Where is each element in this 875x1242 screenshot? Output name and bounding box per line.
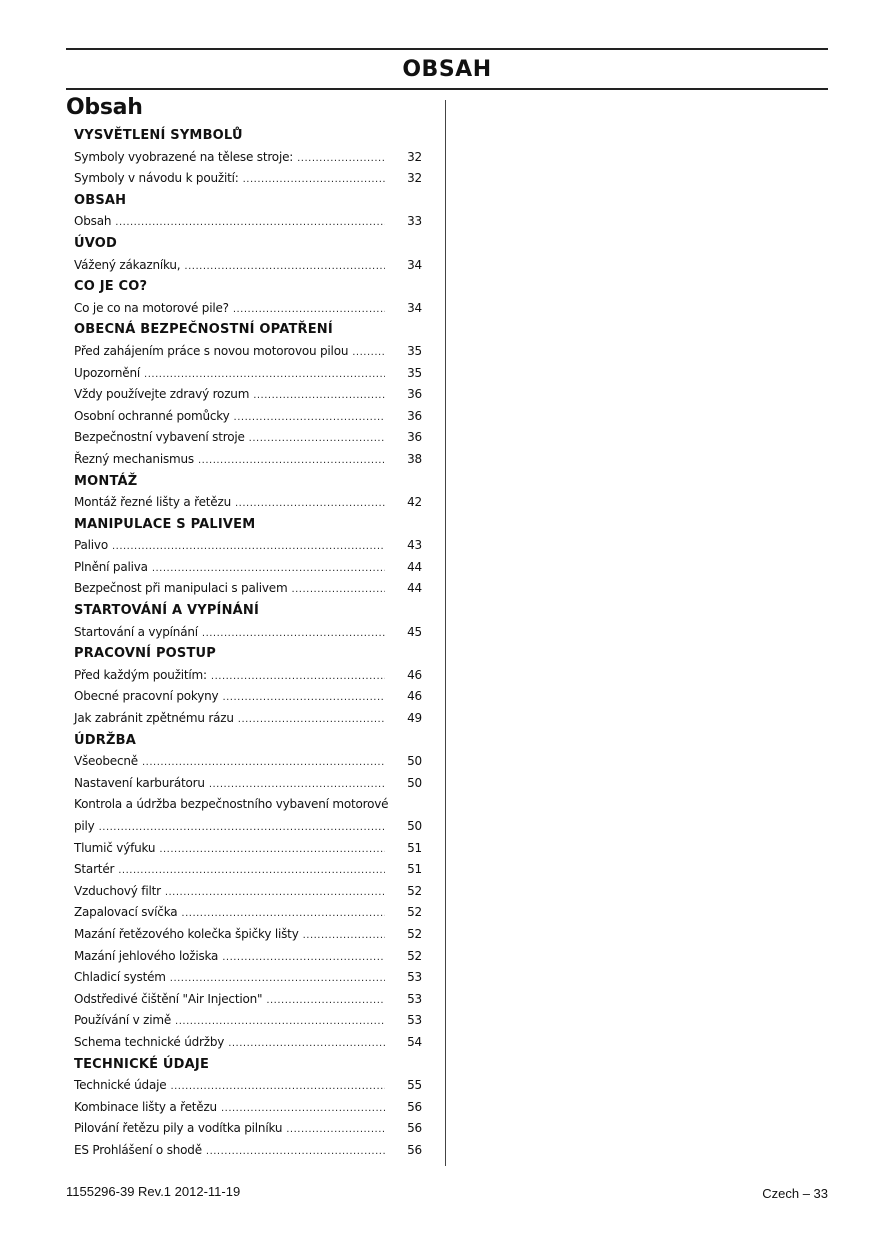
toc-entry-text: Palivo — [74, 538, 108, 553]
dot-leader — [209, 774, 385, 796]
dot-leader — [222, 947, 385, 969]
toc-entry-page: 32 — [407, 149, 422, 164]
toc-entry[interactable] — [74, 881, 422, 903]
table-of-contents — [74, 125, 422, 1162]
toc-entry-page: 46 — [407, 689, 422, 704]
toc-entry[interactable] — [74, 449, 422, 471]
toc-entry-page: 56 — [407, 1121, 422, 1136]
toc-entry-page: 52 — [407, 905, 422, 920]
toc-entry-page: 49 — [407, 711, 422, 726]
toc-heading: Obsah — [66, 95, 143, 120]
toc-entry[interactable] — [74, 708, 422, 730]
dot-leader — [159, 839, 385, 861]
toc-entry-text: Bezpečnostní vybavení stroje — [74, 430, 245, 445]
dot-leader — [202, 623, 385, 645]
toc-entry-page: 35 — [407, 343, 422, 358]
toc-entry-text: Obecné pracovní pokyny — [74, 689, 219, 704]
dot-leader — [165, 882, 385, 904]
dot-leader — [286, 1119, 385, 1141]
column-divider — [445, 100, 446, 1166]
toc-entry[interactable] — [74, 967, 422, 989]
toc-entry[interactable] — [74, 406, 422, 428]
toc-entry-page: 34 — [407, 257, 422, 272]
toc-section-title: VYSVĚTLENÍ SYMBOLŮ — [74, 128, 243, 143]
document-id: 1155296-39 Rev.1 2012-11-19 — [66, 1184, 241, 1199]
dot-leader — [303, 925, 385, 947]
toc-entry[interactable] — [74, 298, 422, 320]
header-top-rule — [66, 48, 828, 50]
toc-entry-text: Upozornění — [74, 365, 141, 380]
toc-entry[interactable] — [74, 773, 422, 795]
toc-entry-text: Obsah — [74, 214, 112, 229]
toc-entry[interactable] — [74, 751, 422, 773]
dot-leader — [152, 558, 385, 580]
toc-entry[interactable] — [74, 363, 422, 385]
toc-entry-page: 44 — [407, 581, 422, 596]
toc-entry[interactable] — [74, 794, 422, 837]
toc-entry[interactable] — [74, 1140, 422, 1162]
toc-entry[interactable] — [74, 1118, 422, 1140]
toc-section-title: MANIPULACE S PALIVEM — [74, 516, 256, 532]
toc-section-title: ÚVOD — [74, 235, 118, 251]
toc-entry-page: 52 — [407, 883, 422, 898]
dot-leader — [235, 493, 385, 515]
toc-entry-page: 50 — [407, 754, 422, 769]
toc-entry[interactable] — [74, 1032, 422, 1054]
page-header-title: OBSAH — [402, 57, 492, 82]
toc-entry[interactable] — [74, 665, 422, 687]
dot-leader — [118, 860, 385, 882]
toc-entry-text: Montáž řezné lišty a řetězu — [74, 495, 231, 510]
dot-leader — [249, 428, 385, 450]
toc-entry-text: Plnění paliva — [74, 559, 148, 574]
toc-section-title: PRACOVNÍ POSTUP — [74, 646, 217, 662]
toc-entry-page: 42 — [407, 495, 422, 510]
dot-leader — [253, 385, 385, 407]
toc-entry[interactable] — [74, 1010, 422, 1032]
toc-entry-page: 56 — [407, 1099, 422, 1114]
toc-entry[interactable] — [74, 211, 422, 233]
toc-entry[interactable] — [74, 838, 422, 860]
dot-leader — [233, 299, 385, 321]
toc-entry-text: Řezný mechanismus — [74, 451, 194, 466]
dot-leader — [170, 968, 385, 990]
dot-leader — [170, 1076, 385, 1098]
toc-entry[interactable] — [74, 427, 422, 449]
toc-entry-text: Mazání jehlového ložiska — [74, 948, 219, 963]
toc-entry-page: 43 — [407, 538, 422, 553]
toc-entry-page: 50 — [407, 819, 422, 833]
toc-entry-text: Vážený zákazníku, — [74, 257, 181, 272]
toc-entry-text: Před každým použitím: — [74, 667, 207, 682]
toc-entry[interactable] — [74, 859, 422, 881]
dot-leader — [112, 536, 385, 558]
toc-section-title: ÚDRŽBA — [74, 732, 136, 748]
dot-leader — [198, 450, 385, 472]
toc-entry-text: Odstředivé čištění "Air Injection" — [74, 991, 263, 1006]
toc-entry-page: 56 — [407, 1142, 422, 1157]
toc-entry-text: Osobní ochranné pomůcky — [74, 408, 230, 423]
toc-entry-page: 45 — [407, 624, 422, 639]
toc-entry-text: Vždy používejte zdravý rozum — [74, 387, 250, 402]
toc-entry-page: 46 — [407, 667, 422, 682]
toc-entry-text-continued: pily — [74, 819, 95, 833]
toc-entry-text: Jak zabránit zpětnému rázu — [74, 711, 234, 726]
toc-entry[interactable] — [74, 168, 422, 190]
toc-entry-text: ES Prohlášení o shodě — [74, 1142, 202, 1157]
dot-leader — [206, 1141, 385, 1163]
toc-entry-page: 50 — [407, 775, 422, 790]
toc-entry-text: Schema technické údržby — [74, 1034, 225, 1049]
toc-entry-text: Startér — [74, 862, 115, 877]
toc-entry-page: 51 — [407, 862, 422, 877]
toc-entry-page: 55 — [407, 1078, 422, 1093]
page-number-label: Czech – 33 — [762, 1186, 828, 1201]
toc-entry[interactable] — [74, 924, 422, 946]
dot-leader — [144, 364, 385, 386]
toc-entry-page: 36 — [407, 430, 422, 445]
toc-entry[interactable] — [74, 622, 422, 644]
toc-entry[interactable] — [74, 686, 422, 708]
toc-entry-page: 54 — [407, 1034, 422, 1049]
toc-entry-page: 53 — [407, 970, 422, 985]
toc-entry-text: Technické údaje — [74, 1078, 167, 1093]
dot-leader — [211, 666, 385, 688]
toc-entry[interactable] — [74, 557, 422, 579]
toc-entry-text: Startování a vypínání — [74, 624, 198, 639]
toc-entry-page: 33 — [407, 214, 422, 229]
toc-entry[interactable] — [74, 946, 422, 968]
toc-entry-page: 32 — [407, 171, 422, 186]
toc-entry[interactable] — [74, 384, 422, 406]
dot-leader — [115, 212, 385, 234]
toc-entry-text: Používání v zimě — [74, 1013, 172, 1028]
toc-entry-text: Mazání řetězového kolečka špičky lišty — [74, 926, 299, 941]
dot-leader — [222, 687, 385, 709]
toc-entry[interactable] — [74, 902, 422, 924]
toc-entry-page: 52 — [407, 948, 422, 963]
toc-entry-page: 36 — [407, 408, 422, 423]
toc-entry[interactable] — [74, 989, 422, 1011]
toc-entry-text: Pilování řetězu pily a vodítka pilníku — [74, 1121, 283, 1136]
toc-entry-page: 35 — [407, 365, 422, 380]
toc-entry-page: 51 — [407, 840, 422, 855]
toc-entry-page: 53 — [407, 1013, 422, 1028]
dot-leader — [181, 903, 385, 925]
toc-section-title: MONTÁŽ — [74, 473, 138, 489]
toc-entry-page: 38 — [407, 451, 422, 466]
dot-leader — [184, 256, 385, 278]
toc-entry-page: 36 — [407, 387, 422, 402]
dot-leader — [238, 709, 385, 731]
toc-entry-text: Tlumič výfuku — [74, 840, 156, 855]
dot-leader — [291, 579, 385, 601]
toc-section-title: STARTOVÁNÍ A VYPÍNÁNÍ — [74, 603, 260, 619]
toc-entry-text: Co je co na motorové pile? — [74, 300, 229, 315]
dot-leader — [228, 1033, 385, 1055]
toc-entry-text: Bezpečnost při manipulaci s palivem — [74, 581, 288, 596]
dot-leader — [243, 169, 385, 191]
toc-entry-text: Kombinace lišty a řetězu — [74, 1099, 217, 1114]
toc-entry-page: 44 — [407, 559, 422, 574]
toc-entry[interactable] — [74, 1097, 422, 1119]
toc-entry-page: 52 — [407, 926, 422, 941]
toc-section-title: TECHNICKÉ ÚDAJE — [74, 1056, 210, 1072]
toc-section-title: CO JE CO? — [74, 279, 148, 295]
dot-leader — [221, 1098, 385, 1120]
dot-leader — [266, 990, 385, 1012]
toc-entry-text: Zapalovací svíčka — [74, 905, 178, 920]
dot-leader — [352, 342, 385, 364]
toc-entry-page: 34 — [407, 300, 422, 315]
toc-entry-text: Před zahájením práce s novou motorovou pilou — [74, 343, 349, 358]
dot-leader — [175, 1011, 385, 1033]
toc-entry-text: Chladicí systém — [74, 970, 166, 985]
toc-entry-page: 53 — [407, 991, 422, 1006]
toc-entry[interactable] — [74, 341, 422, 363]
toc-entry[interactable] — [74, 255, 422, 277]
dot-leader — [99, 817, 385, 839]
toc-entry[interactable] — [74, 147, 422, 169]
toc-entry[interactable] — [74, 492, 422, 514]
toc-entry-text: Symboly vyobrazené na tělese stroje: — [74, 149, 294, 164]
toc-section-title: OBECNÁ BEZPEČNOSTNÍ OPATŘENÍ — [74, 322, 333, 338]
toc-section-title: OBSAH — [74, 192, 127, 208]
toc-entry-text: Všeobecně — [74, 754, 138, 769]
dot-leader — [297, 148, 385, 170]
header-bottom-rule — [66, 88, 828, 90]
toc-entry[interactable] — [74, 578, 422, 600]
toc-entry-text: Symboly v návodu k použití: — [74, 171, 239, 186]
dot-leader — [234, 407, 385, 429]
dot-leader — [142, 752, 385, 774]
toc-entry[interactable] — [74, 1075, 422, 1097]
toc-entry-text: Nastavení karburátoru — [74, 775, 205, 790]
toc-entry[interactable] — [74, 535, 422, 557]
toc-entry-text: Vzduchový filtr — [74, 883, 161, 898]
toc-entry-text: Kontrola a údržba bezpečnostního vybavení motorové — [74, 797, 389, 812]
